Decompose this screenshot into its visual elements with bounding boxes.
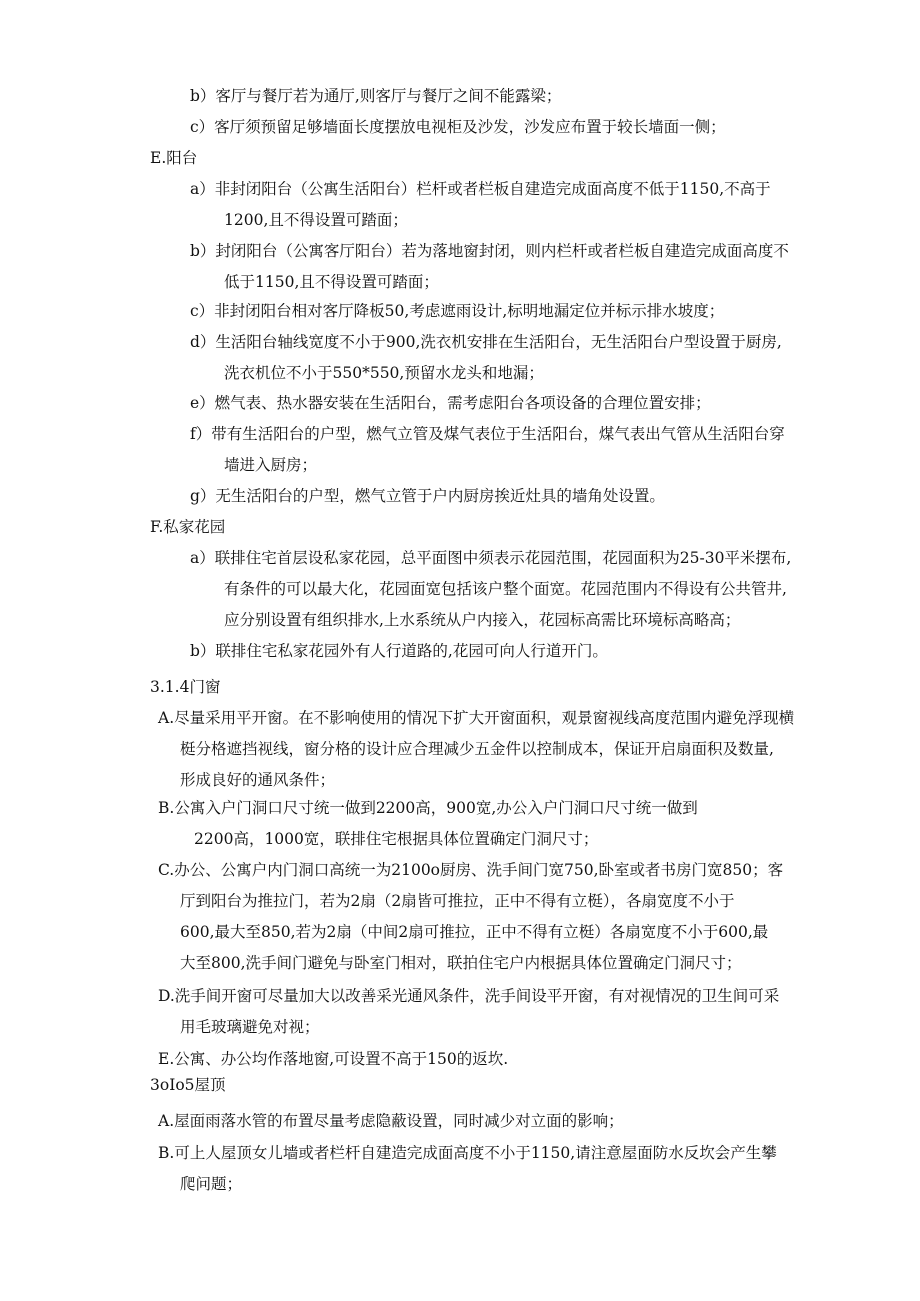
doors-item-B xyxy=(158,793,698,855)
heading-text: 3.1.4门窗 xyxy=(150,678,221,696)
text-line: c）客厅须预留足够墙面长度摆放电视柜及沙发，沙发应布置于较长墙面一侧； xyxy=(190,118,726,136)
text-line: d）生活阳台轴线宽度不小于900,洗衣机安排在生活阳台，无生活阳台户型设置于厨房, xyxy=(190,333,782,351)
text-line: 2200高，1000宽，联排住宅根据具体位置确定门洞尺寸； xyxy=(194,830,599,848)
text-line: B.可上人屋顶女儿墙或者栏杆自建造完成面高度不小于1150,请注意屋面防水反坎会产生攀 xyxy=(158,1144,777,1162)
heading-text: 3oIo5屋顶 xyxy=(150,1076,226,1094)
text-line: 厅到阳台为推拉门，若为2扇（2扇皆可推拉，正中不得有立梃），各扇宽度不小于 xyxy=(180,892,735,910)
balcony-item-b xyxy=(190,236,789,298)
doors-item-C xyxy=(158,855,783,979)
text-line: 低于1150,且不得设置可踏面； xyxy=(224,273,439,291)
balcony-item-f xyxy=(190,419,785,481)
text-line: C.办公、公寓户内门洞口高统一为2100o厨房、洗手间门宽750,卧室或者书房门宽850；客 xyxy=(158,861,784,879)
text-line: 大至800,洗手间门避免与卧室门相对，联拍住宅户内根据具体位置确定门洞尺寸； xyxy=(180,954,742,972)
doors-item-D xyxy=(158,981,779,1043)
text-line: e）燃气表、热水器安装在生活阳台，需考虑阳台各项设备的合理位置安排； xyxy=(190,394,711,412)
text-line: A.尽量采用平开窗。在不影响使用的情况下扩大开窗面积，观景窗视线高度范围内避免浮现横 xyxy=(158,709,795,727)
text-line: 有条件的可以最大化，花园面宽包括该户整个面宽。花园范围内不得设有公共管井, xyxy=(224,580,787,598)
balcony-item-g xyxy=(190,481,665,512)
text-line: 爬问题； xyxy=(180,1175,243,1193)
section-balcony-heading xyxy=(150,143,197,174)
text-line: E.公寓、办公均作落地窗,可设置不高于150的返坎. xyxy=(158,1050,509,1068)
section-garden-heading xyxy=(150,512,225,543)
text-line: 应分别设置有组织排水,上水系统从户内接入，花园标高需比环境标高略高； xyxy=(224,611,741,629)
section-doors-heading xyxy=(150,672,220,703)
text-line: 梃分格遮挡视线，窗分格的设计应合理减少五金件以控制成本，保证开启扇面积及数量, xyxy=(180,740,774,758)
text-line: c）非封闭阳台相对客厅降板50,考虑遮雨设计,标明地漏定位并标示排水坡度； xyxy=(190,302,725,320)
balcony-item-e xyxy=(190,388,711,419)
text-line: A.屋面雨落水管的布置尽量考虑隐蔽设置，同时减少对立面的影响； xyxy=(158,1112,624,1130)
balcony-item-a xyxy=(190,174,771,236)
section-roof-heading xyxy=(150,1070,226,1101)
text-line: g）无生活阳台的户型，燃气立管于户内厨房挨近灶具的墙角处设置。 xyxy=(190,487,665,505)
heading-text: E.阳台 xyxy=(150,149,198,167)
text-line: 1200,且不得设置可踏面； xyxy=(224,211,408,229)
text-line: a）联排住宅首层设私家花园，总平面图中须表示花园范围，花园面积为25-30平米摆布, xyxy=(190,549,792,567)
text-line: b）联排住宅私家花园外有人行道路的,花园可向人行道开门。 xyxy=(190,642,608,660)
text-line: D.洗手间开窗可尽量加大以改善采光通风条件，洗手间设平开窗，有对视情况的卫生间可采 xyxy=(158,987,780,1005)
text-line: 洗衣机位不小于550*550,预留水龙头和地漏； xyxy=(224,364,544,382)
text-line: 形成良好的通风条件； xyxy=(180,771,336,789)
text-line: 墙进入厨房； xyxy=(224,456,318,474)
roof-item-B xyxy=(158,1138,777,1200)
text-line: B.公寓入户门洞口尺寸统一做到2200高，900宽,办公入户门洞口尺寸统一做到 xyxy=(158,799,698,817)
text-line: f）带有生活阳台的户型，燃气立管及煤气表位于生活阳台，煤气表出气管从生活阳台穿 xyxy=(190,425,785,443)
living-item-b xyxy=(190,81,561,112)
doors-item-A xyxy=(158,703,794,796)
balcony-item-d xyxy=(190,327,782,389)
roof-item-A xyxy=(158,1106,624,1137)
garden-item-b xyxy=(190,636,608,667)
balcony-item-c xyxy=(190,296,724,327)
text-line: a）非封闭阳台（公寓生活阳台）栏杆或者栏板自建造完成面高度不低于1150,不高于 xyxy=(190,180,771,198)
text-line: b）封闭阳台（公寓客厅阳台）若为落地窗封闭，则内栏杆或者栏板自建造完成面高度不 xyxy=(190,242,789,260)
living-item-c xyxy=(190,112,726,143)
text-line: 600,最大至850,若为2扇（中间2扇可推拉，正中不得有立梃）各扇宽度不小于600,最 xyxy=(180,923,769,941)
garden-item-a xyxy=(190,543,791,636)
text-line: 用毛玻璃避免对视； xyxy=(180,1018,320,1036)
heading-text: F.私家花园 xyxy=(150,518,226,536)
text-line: b）客厅与餐厅若为通厅,则客厅与餐厅之间不能露梁； xyxy=(190,87,562,105)
